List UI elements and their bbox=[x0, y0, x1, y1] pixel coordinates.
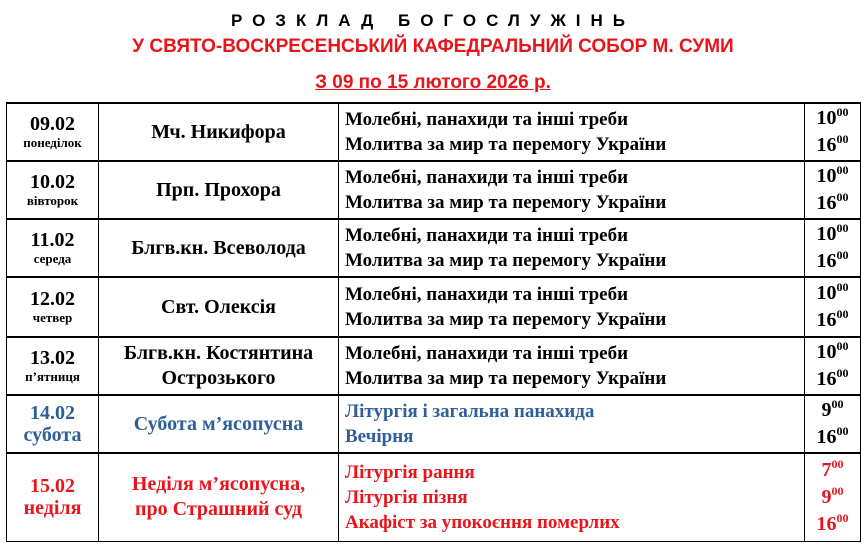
service-time: $7^{00}$ bbox=[821, 456, 844, 481]
times-cell bbox=[805, 337, 861, 395]
service-time: $16^{00}$ bbox=[816, 190, 849, 214]
service-item: Молебні, панахиди та інші треби bbox=[345, 225, 629, 246]
date: 13.02 bbox=[30, 347, 75, 369]
service-time: $9^{00}$ bbox=[821, 483, 844, 508]
services-cell bbox=[339, 103, 805, 161]
service-time: $10^{00}$ bbox=[816, 280, 849, 304]
saint-name: Свт. Олексія bbox=[161, 295, 276, 318]
times-cell bbox=[805, 103, 861, 161]
saint-name: Блгв.кн. Всеволода bbox=[131, 236, 306, 259]
date: 09.02 bbox=[30, 113, 75, 135]
saint-name: Мч. Никифора bbox=[151, 120, 286, 143]
saint-name: Прп. Прохора bbox=[156, 178, 281, 201]
service-item: Молебні, панахиди та інші треби bbox=[345, 284, 629, 305]
schedule-row bbox=[7, 161, 861, 219]
services-cell bbox=[339, 395, 805, 453]
service-item: Акафіст за упокоєння померлих bbox=[345, 511, 620, 533]
saint-name: Блгв.кн. Костянтина bbox=[123, 342, 314, 364]
date-cell bbox=[7, 395, 99, 453]
service-time: $10^{00}$ bbox=[816, 105, 849, 129]
saint-name: Неділя м’ясопусна, bbox=[131, 473, 306, 496]
service-item: Вечірня bbox=[345, 426, 414, 447]
service-item: Молитва за мир та перемогу України bbox=[345, 250, 667, 271]
services-cell bbox=[339, 337, 805, 395]
service-item: Літургія рання bbox=[345, 461, 475, 483]
times-cell bbox=[805, 453, 861, 541]
saint-name: Острозького bbox=[161, 367, 276, 389]
weekday: неділя bbox=[23, 497, 82, 520]
services-cell bbox=[339, 453, 805, 541]
service-item: Літургія і загальна панахида bbox=[345, 401, 595, 422]
weekday: четвер bbox=[32, 310, 73, 325]
saint-cell bbox=[99, 161, 339, 219]
saint-cell bbox=[99, 219, 339, 277]
weekday: вівторок bbox=[26, 193, 79, 208]
service-item: Літургія пізня bbox=[345, 486, 468, 508]
services-cell bbox=[339, 277, 805, 337]
service-item: Молебні, панахиди та інші треби bbox=[345, 167, 629, 188]
saint-cell bbox=[99, 103, 339, 161]
cathedral-name: У СВЯТО-ВОСКРЕСЕНСЬКИЙ КАФЕДРАЛЬНИЙ СОБОР М. СУМИ bbox=[132, 36, 734, 57]
saint-name: про Страшний суд bbox=[135, 498, 302, 521]
date-cell bbox=[7, 337, 99, 395]
service-time: $16^{00}$ bbox=[816, 132, 849, 156]
weekday: субота bbox=[23, 424, 82, 446]
date: 12.02 bbox=[30, 288, 75, 310]
date: 14.02 bbox=[30, 402, 75, 424]
saint-cell bbox=[99, 395, 339, 453]
schedule-row bbox=[7, 453, 861, 541]
schedule-row bbox=[7, 277, 861, 337]
date: 15.02 bbox=[30, 475, 75, 498]
schedule-title: РОЗКЛАД БОГОСЛУЖІНЬ bbox=[230, 11, 636, 30]
service-time: $10^{00}$ bbox=[816, 163, 849, 187]
date: 11.02 bbox=[30, 229, 75, 251]
date-cell bbox=[7, 103, 99, 161]
schedule-row bbox=[7, 219, 861, 277]
date-cell bbox=[7, 453, 99, 541]
service-item: Молебні, панахиди та інші треби bbox=[345, 343, 629, 364]
service-item: Молитва за мир та перемогу України bbox=[345, 368, 667, 389]
service-time: $10^{00}$ bbox=[816, 339, 849, 363]
weekday: середа bbox=[33, 251, 72, 266]
date: 10.02 bbox=[30, 171, 75, 193]
date-cell bbox=[7, 161, 99, 219]
times-cell bbox=[805, 277, 861, 337]
services-cell bbox=[339, 219, 805, 277]
service-time: $16^{00}$ bbox=[816, 307, 849, 331]
weekday: понеділок bbox=[23, 135, 82, 150]
schedule-row bbox=[7, 395, 861, 453]
service-time: $16^{00}$ bbox=[816, 510, 849, 535]
saint-cell bbox=[99, 337, 339, 395]
date-cell bbox=[7, 277, 99, 337]
saint-name: Субота м’ясопусна bbox=[133, 412, 304, 435]
times-cell bbox=[805, 395, 861, 453]
date-cell bbox=[7, 219, 99, 277]
service-item: Молитва за мир та перемогу України bbox=[345, 192, 667, 213]
weekday: п’ятниця bbox=[25, 369, 80, 384]
service-item: Молитва за мир та перемогу України bbox=[345, 309, 667, 330]
service-time: $16^{00}$ bbox=[816, 366, 849, 390]
schedule-table bbox=[6, 102, 861, 542]
service-time: $10^{00}$ bbox=[816, 221, 849, 245]
services-cell bbox=[339, 161, 805, 219]
schedule-period: З 09 по 15 лютого 2026 р. bbox=[315, 72, 551, 93]
service-time: $16^{00}$ bbox=[816, 424, 849, 448]
service-item: Молитва за мир та перемогу України bbox=[345, 134, 667, 155]
times-cell bbox=[805, 161, 861, 219]
service-time: $9^{00}$ bbox=[821, 397, 844, 421]
service-item: Молебні, панахиди та інші треби bbox=[345, 109, 629, 130]
service-time: $16^{00}$ bbox=[816, 248, 849, 272]
times-cell bbox=[805, 219, 861, 277]
schedule-row bbox=[7, 103, 861, 161]
saint-cell bbox=[99, 277, 339, 337]
saint-cell bbox=[99, 453, 339, 541]
schedule-row bbox=[7, 337, 861, 395]
